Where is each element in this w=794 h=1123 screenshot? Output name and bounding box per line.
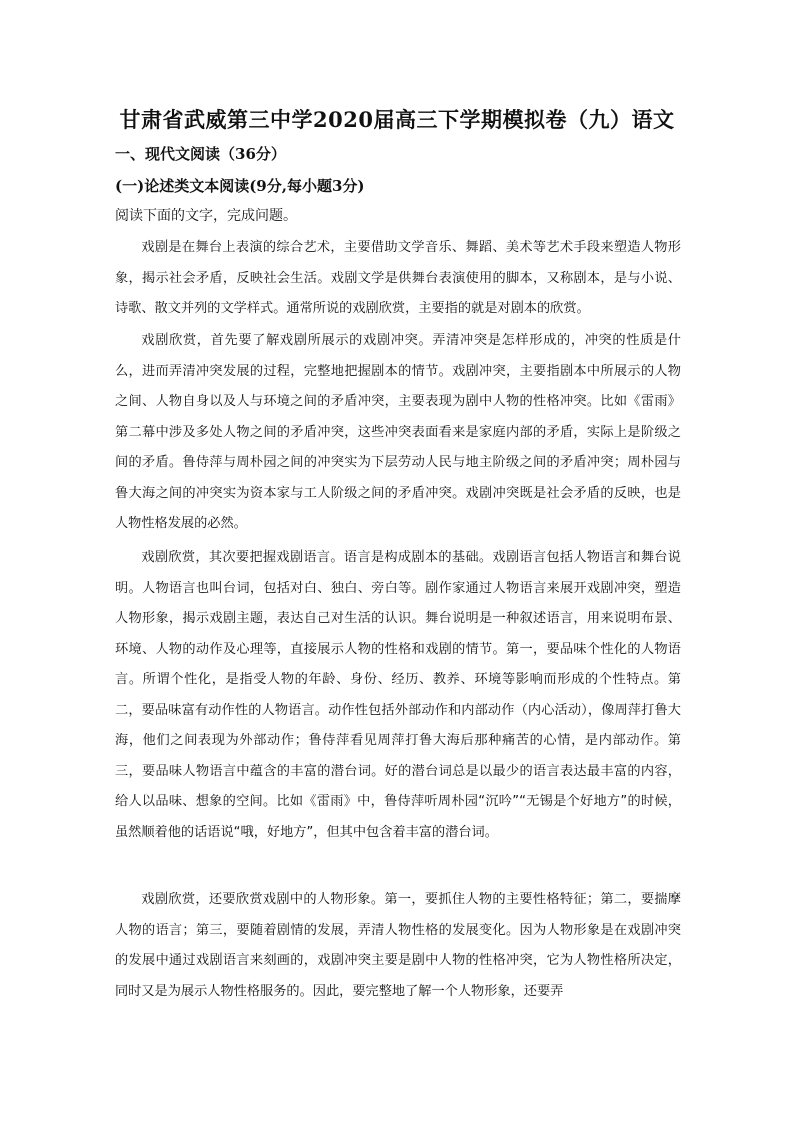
paragraph-3: 戏剧欣赏，其次要把握戏剧语言。语言是构成剧本的基础。戏剧语言包括人物语言和舞台说明。人物语言也叫台词，包括对白、独白、旁白等。剧作家通过人物语言来展开戏剧冲突，塑造人物形象，揭示戏剧主题，表达自己对生活的认识。舞台说明是一种叙述语言，用来说明布景、环境、人物的动作及心理等，直接展示人物的性格和戏剧的情节。第一，要品味个性化的人物语言。所谓个性化，是指受人物的年龄、身份、经历、教养、环境等影响而形成的个性特点。第二，要品味富有动作性的人物语言。动作性包括外部动作和内部动作（内心活动），像周萍打鲁大海，他们之间表现为外部动作；鲁侍萍看见周萍打鲁大海后那种痛苦的心情，是内部动作。第三，要品味人物语言中蕴含的丰富的潜台词。好的潜台词总是以最少的语言表达最丰富的内容，给人以品味、想象的空间。比如《雷雨》中，鲁侍萍听周朴园“沉吟”“无锡是个好地方”的时候，虽然顺着他的话语说“哦，好地方”，但其中包含着丰富的潜台词。	[115, 550, 681, 840]
section-heading: 一、现代文阅读（36分）	[115, 145, 286, 163]
paragraph-1: 戏剧是在舞台上表演的综合艺术，主要借助文学音乐、舞蹈、美术等艺术手段来塑造人物形象，揭示社会矛盾，反映社会生活。戏剧文学是供舞台表演使用的脚本，又称剧本，是与小说、诗歌、散文并列的文学样式。通常所说的戏剧欣赏，主要指的就是对剧本的欣赏。	[115, 240, 681, 316]
reading-instruction: 阅读下面的文字，完成问题。	[115, 208, 297, 224]
subsection-heading: (一)论述类文本阅读(9分,每小题3分)	[115, 177, 365, 195]
paragraph-2: 戏剧欣赏，首先要了解戏剧所展示的戏剧冲突。弄清冲突是怎样形成的，冲突的性质是什么，进而弄清冲突发展的过程，完整地把握剧本的情节。戏剧冲突，主要指剧本中所展示的人物之间、人物自身以及人与环境之间的矛盾冲突，主要表现为剧中人物的性格冲突。比如《雷雨》第二幕中涉及多处人物之间的矛盾冲突，这些冲突表面看来是家庭内部的矛盾，实际上是阶级之间的矛盾。鲁侍萍与周朴园之间的冲突实为下层劳动人民与地主阶级之间的矛盾冲突；周朴园与鲁大海之间的冲突实为资本家与工人阶级之间的矛盾冲突。戏剧冲突既是社会矛盾的反映，也是人物性格发展的必然。	[115, 333, 681, 531]
document-title: 甘肃省武威第三中学2020届高三下学期模拟卷（九）语文	[119, 107, 675, 132]
paragraph-4: 戏剧欣赏，还要欣赏戏剧中的人物形象。第一，要抓住人物的主要性格特征；第二，要揣摩人物的语言；第三，要随着剧情的发展，弄清人物性格的发展变化。因为人物形象是在戏剧冲突的发展中通过戏剧语言来刻画的，戏剧冲突主要是剧中人物的性格冲突，它为人物性格所决定，同时又是为展示人物性格服务的。因此，要完整地了解一个人物形象，还要弄	[115, 892, 681, 999]
